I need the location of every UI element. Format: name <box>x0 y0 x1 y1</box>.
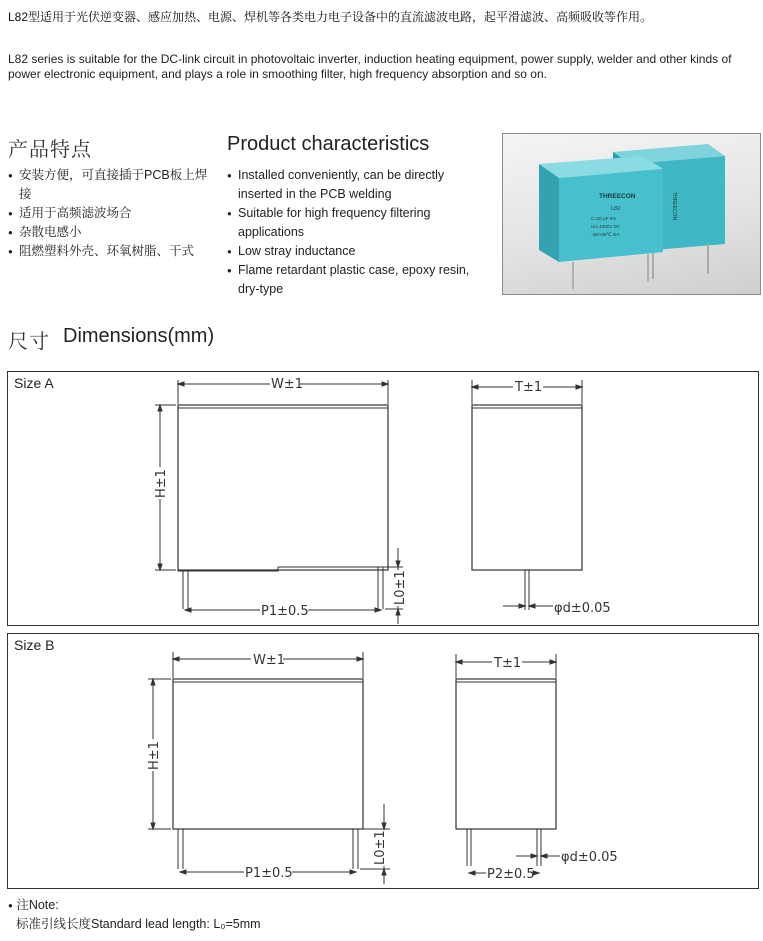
size-a-drawing <box>8 372 758 625</box>
size-a-lead-diameter-label: φd±0.05 <box>554 601 611 616</box>
size-a-label: Size A <box>14 375 54 391</box>
characteristics-title-cn: 产品特点 <box>8 137 92 161</box>
intro-chinese: L82型适用于光伏逆变器、感应加热、电源、焊机等各类电力电子设备中的直流滤波电路，起平滑滤波、高频吸收等作用。 <box>8 10 653 24</box>
size-b-lead-length-label: L0±1 <box>373 830 388 865</box>
intro-english: L82 series is suitable for the DC-link circuit in photovoltaic inverter, induction heating equipment, power supply, welder and other kinds of power electronic equipment, and plays a role in smoothing filter, high frequency absorption and so on. <box>8 52 732 81</box>
note-title-text: 注Note: <box>16 898 59 912</box>
photo-spec-line: -40/+85℃ IIIA <box>591 232 620 237</box>
product-photo <box>502 133 761 295</box>
photo-brand: THREECON <box>599 193 636 200</box>
size-a-width-label: W±1 <box>271 377 304 392</box>
size-a-lead-length-label: L0±1 <box>393 570 408 605</box>
size-b-panel <box>7 633 759 889</box>
photo-spec-line: Un=1000V DC <box>591 224 621 229</box>
capacitor-illustration <box>503 134 760 294</box>
characteristics-list-en <box>227 166 492 299</box>
feature-item-cn: ● 适用于高频滤波场合 <box>8 204 208 223</box>
characteristics-list-cn <box>8 166 208 261</box>
feature-item-en: ● Installed conveniently, can be directly inserted in the PCB welding <box>227 166 492 204</box>
note-block <box>8 896 261 934</box>
size-b-drawing <box>8 634 758 888</box>
size-b-pitch1-label: P1±0.5 <box>245 866 293 881</box>
size-b-width-label: W±1 <box>253 653 286 668</box>
feature-item-cn: ● 安装方便，可直接插于PCB板上焊接 <box>8 166 208 204</box>
dimensions-title-cn: 尺寸 <box>8 329 50 353</box>
size-a-thickness-label: T±1 <box>515 380 543 395</box>
note-text: 标准引线长度Standard lead length: L₀=5mm <box>16 917 261 931</box>
dimensions-title-en: Dimensions(mm) <box>63 325 215 347</box>
size-b-lead-diameter-label: φd±0.05 <box>561 850 618 865</box>
size-a-pitch-label: P1±0.5 <box>261 604 309 619</box>
feature-item-cn: ● 阻燃塑料外壳、环氧树脂、干式 <box>8 242 208 261</box>
size-b-thickness-label: T±1 <box>494 656 522 671</box>
characteristics-title-en: Product characteristics <box>227 133 430 155</box>
note-title <box>8 896 261 915</box>
photo-spec-line: C=20 μF 5% <box>591 216 617 221</box>
feature-item-en: ● Flame retardant plastic case, epoxy resin, dry-type <box>227 261 492 299</box>
photo-model: L82 <box>611 206 621 212</box>
size-b-pitch2-label: P2±0.5 <box>487 867 535 882</box>
size-b-label: Size B <box>14 637 55 653</box>
size-a-panel <box>7 371 759 626</box>
size-b-height-label: H±1 <box>147 741 162 770</box>
svg-text:THREECON: THREECON <box>671 192 677 221</box>
size-a-height-label: H±1 <box>154 469 169 498</box>
feature-item-cn: ● 杂散电感小 <box>8 223 208 242</box>
feature-item-en: ● Suitable for high frequency filtering applications <box>227 204 492 242</box>
bullet-icon: ● <box>8 901 13 910</box>
feature-item-en: ● Low stray inductance <box>227 242 492 261</box>
